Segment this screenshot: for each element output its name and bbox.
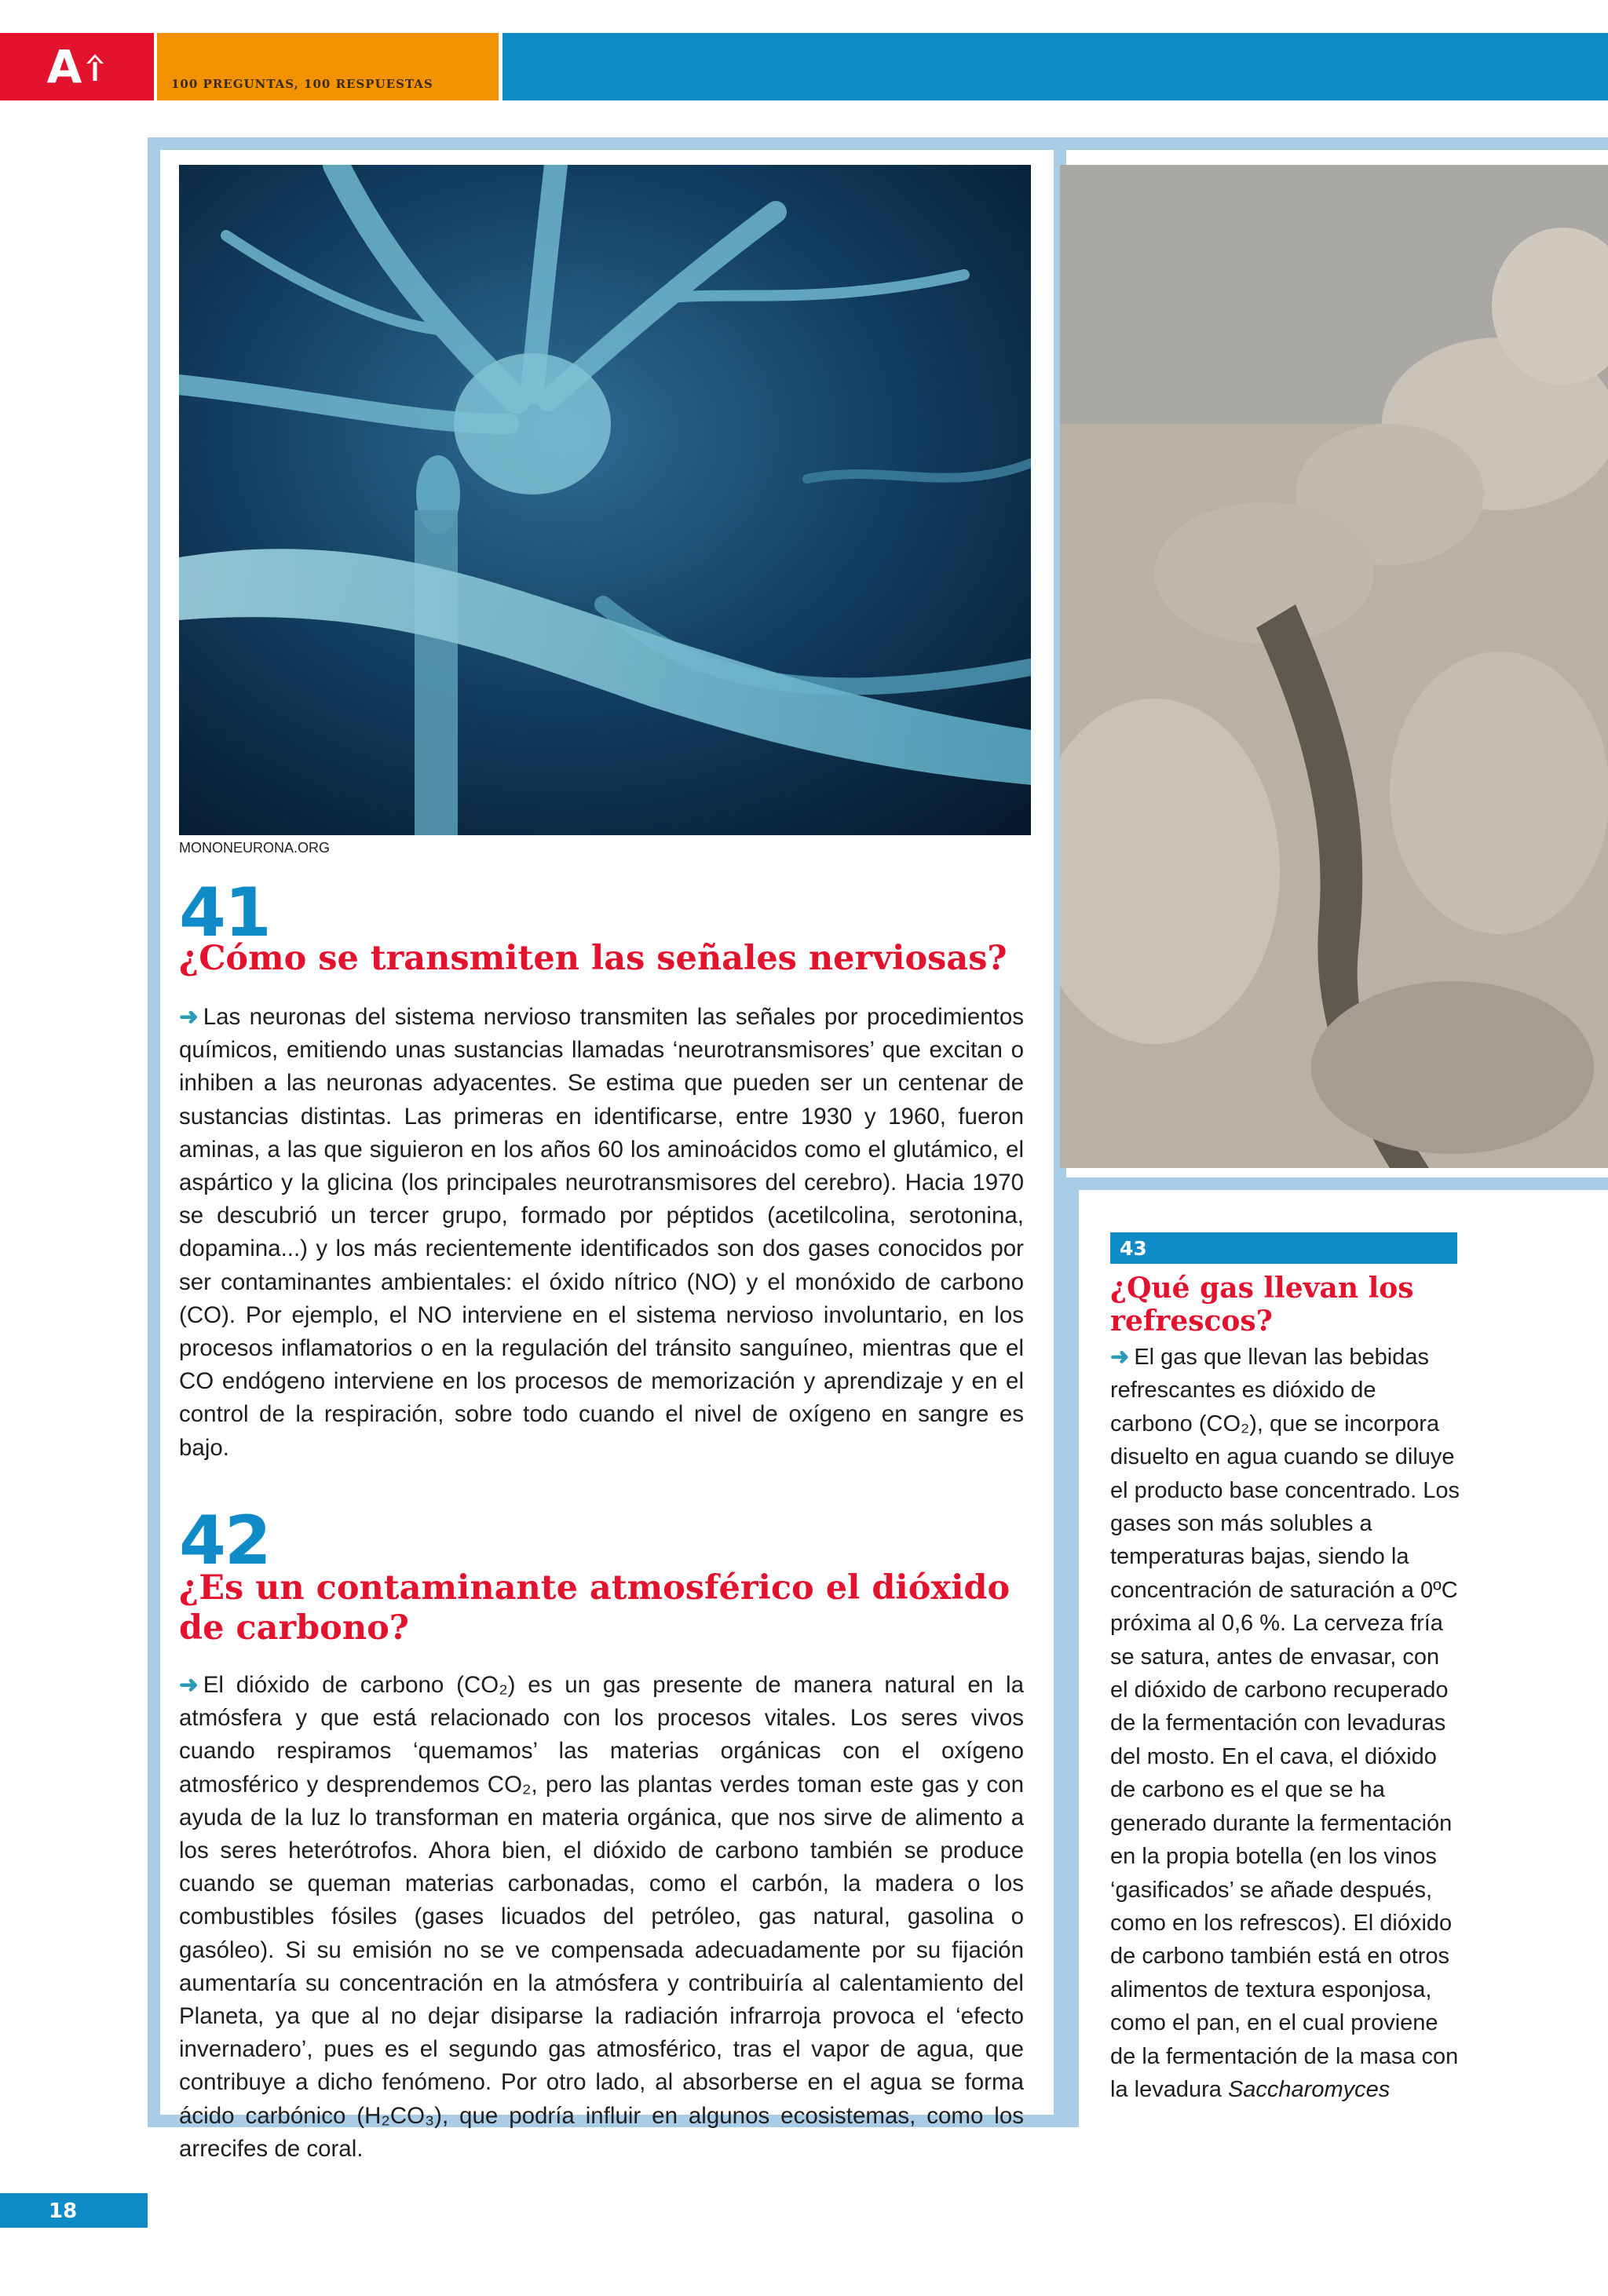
answer-text: [1110, 1341, 1462, 2106]
answer-paragraph: El gas que llevan las bebidas refrescantes es dióxido de carbono (CO₂), que se incorpora disuelto en agua cuando se diluye el producto base concentrado. Los gases son más solubles a temperaturas bajas, siendo la concentración de saturación a 0ºC próxima al 0,6 %. La cerveza fría se satura, antes de envasar, con el dióxido de carbono recuperado de la fermentación con levaduras del mosto. En el cava, el dióxido de carbono es el que se ha generado durante la fermentación en la propia botella (en los vinos ‘gasificados’ se añade después, como en los refrescos). El dióxido de carbono también está en otros alimentos de textura esponjosa, como el pan, en el cual proviene de la fermentación de la masa con la levadura: [1110, 1345, 1460, 2102]
arrow-up-icon: [83, 49, 107, 84]
neuron-photo: [179, 165, 1031, 835]
series-title: 100 PREGUNTAS, 100 RESPUESTAS: [171, 77, 433, 91]
frame-edge: [1066, 1177, 1608, 1190]
question-title: ¿Es un contaminante atmosférico el dióxido de carbono?: [179, 1568, 1010, 1648]
stone-photo: [1060, 165, 1608, 1168]
question-number: 43: [1120, 1237, 1147, 1260]
frame-edge: [1054, 137, 1608, 150]
species-name: Saccharomyces: [1227, 2076, 1391, 2102]
series-banner: [157, 33, 499, 100]
answer-text: [179, 1001, 1024, 1465]
arrow-right-icon: ➜: [179, 1004, 199, 1030]
image-credit: MONONEURONA.ORG: [179, 840, 331, 856]
answer-text: [179, 1669, 1024, 2166]
question-number: 42: [179, 1502, 270, 1580]
page-number: 18: [49, 2199, 78, 2223]
header-bar: [502, 33, 1608, 100]
question-number: 41: [179, 874, 270, 952]
question-number-badge: [1110, 1232, 1457, 1264]
logo-text: A: [46, 40, 81, 93]
answer-paragraph: El dióxido de carbono (CO₂) es un gas presente de manera natural en la atmósfera y que está relacionado con los procesos vitales. Los seres vivos cuando respiramos ‘quemamos’ las materias orgánicas con el oxígeno atmosférico y desprendemos CO₂, pero las plantas verdes toman este gas y con ayuda de la luz lo transforman en materia orgánica, que nos sirve de alimento a los seres heterótrofos. Ahora bien, el dióxido de carbono también se produce cuando se queman materias carbonadas, como el carbón, la madera o los combustibles fósiles (gases licuados del petróleo, gas natural, gasolina o gasóleo). Si su emisión no se ve compensada adecuadamente por su fijación aumentaría su concentración en la atmósfera y contribuiría al calentamiento del Planeta, ya que al no dejar disiparse la radiación infrarroja provoca el ‘efecto invernadero’, pues es el segundo gas atmosférico, tras el vapor de agua, que contribuye a dicho fenómeno. Por otro lado, al absorberse en el agua se forma ácido carbónico (H₂CO₃), que podría influir en algunos ecosistemas, como los arrecifes de coral.: [179, 1672, 1024, 2162]
arrow-right-icon: ➜: [1110, 1345, 1130, 1370]
answer-paragraph: Las neuronas del sistema nervioso transmiten las señales por procedimientos químicos, emitiendo unas sustancias llamadas ‘neurotransmisores’ que excitan o inhiben a las neuronas adyacentes. Se estima que pueden ser un centenar de sustancias distintas. Las primeras en identificarse, entre 1930 y 1960, fueron aminas, a las que siguieron en los años 60 los aminoácidos como el glutámico, el aspártico y la glicina (los principales neurotransmisores del cerebro). Hacia 1970 se descubrió un tercer grupo, formado por péptidos (acetilcolina, serotonina, dopamina...) y los más recientemente identificados son dos gases conocidos por ser contaminantes ambientales: el óxido nítrico (NO) y el monóxido de carbono (CO). Por ejemplo, el NO interviene en el sistema nervioso involuntario, en los procesos inflamatorios o en la regulación del tránsito sanguíneo, mientras que el CO endógeno interviene en los procesos de memorización y aprendizaje y en el control de la respiración, sobre todo cuando el nivel de oxígeno en sangre es bajo.: [179, 1004, 1024, 1461]
question-title: ¿Qué gas llevan los refrescos?: [1110, 1272, 1414, 1338]
arrow-right-icon: ➜: [179, 1672, 199, 1698]
brand-logo: [0, 33, 154, 100]
frame-edge: [1066, 1177, 1079, 2127]
page-number-box: [0, 2193, 148, 2228]
question-title: ¿Cómo se transmiten las señales nerviosas?: [179, 939, 1007, 978]
